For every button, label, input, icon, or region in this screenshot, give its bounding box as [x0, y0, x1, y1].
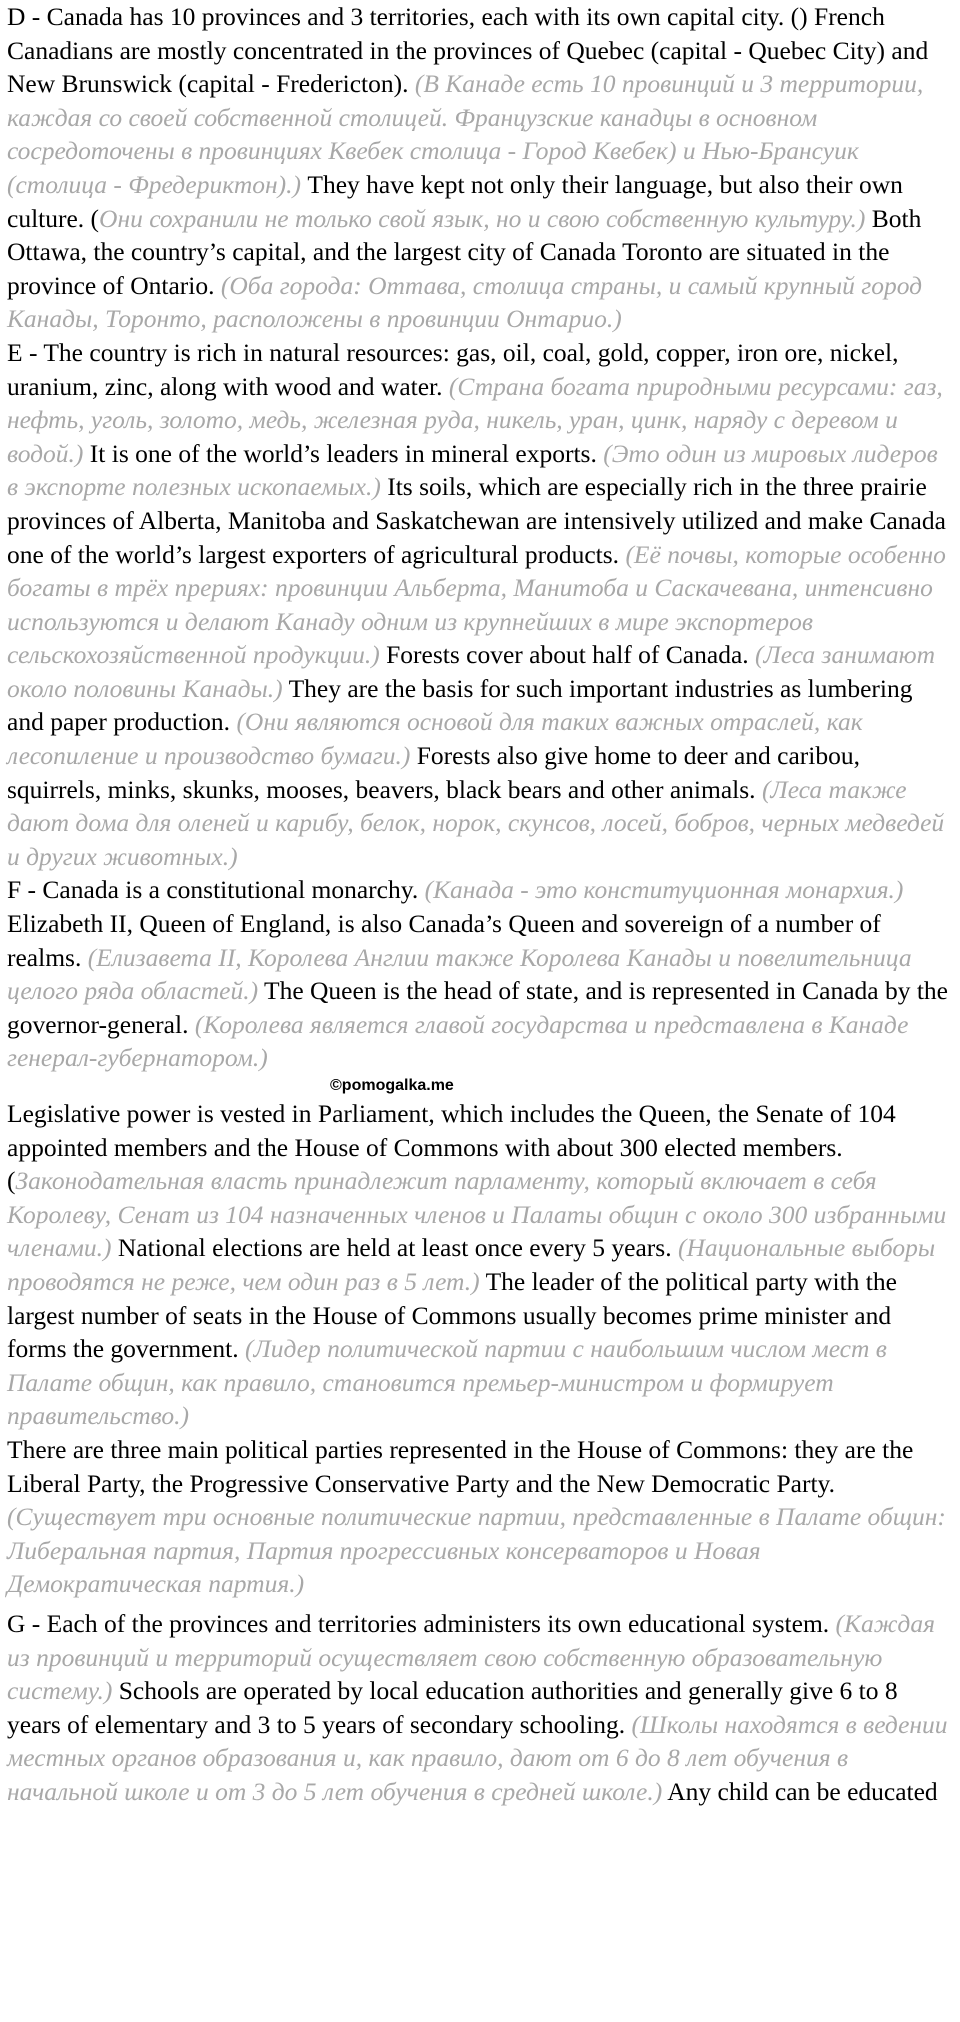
english-text: Its soils, which are especially rich in the three prairie provinces of Alberta, Manitoba and Saskatchewan are intensively utilized and make Canada one of the world’s largest exporters of agricultural products. — [7, 472, 946, 569]
russian-translation: (Леса также дают дома для оленей и карибу, белок, норок, скунсов, лосей, бобров, черных медведей и других животных.) — [7, 774, 945, 871]
russian-translation: (Страна богата природными ресурсами: газ, нефть, уголь, золото, медь, железная руда, никель, уран, цинк, наряду с деревом и водой.) — [7, 371, 943, 468]
english-text: G - Each of the provinces and territories administers its own educational system. — [7, 1608, 836, 1638]
russian-translation: (Это один из мировых лидеров в экспорте полезных ископаемых.) — [7, 438, 938, 502]
english-text: There are three main political parties represented in the House of Commons: they are the Liberal Party, the Progressive Conservative Party and the New Democratic Party. — [7, 1434, 914, 1498]
russian-translation: Законодательная власть принадлежит парламенту, который включает в себя Королеву, Сенат из 104 назначенных членов и Палаты общин с около 300 избранными членами.) — [7, 1166, 947, 1263]
russian-translation: (Лидер политической партии с наибольшим числом мест в Палате общин, как правило, становится премьер-министром и формирует правительство.) — [7, 1334, 887, 1431]
russian-translation: (Оба города: Оттава, столица страны, и самый крупный город Канады, Торонто, расположены в провинции Онтарио.) — [7, 270, 923, 334]
english-text: Schools are operated by local education authorities and generally give 6 to 8 years of elementary and 3 to 5 years of secondary schooling. — [7, 1676, 898, 1739]
paragraph-g-education — [7, 1607, 954, 1809]
english-text: D - Canada has 10 provinces and 3 territories, each with its own capital city. () French Canadians are mostly concentrated in the provinces of Quebec (capital - Quebec City) and New Brunswick (capital - Fredericton). — [7, 2, 929, 99]
english-text: E - The country is rich in natural resources: gas, oil, coal, gold, copper, iron ore, nickel, uranium, zinc, along with wood and water. — [7, 337, 899, 401]
russian-translation: (Каждая из провинций и территорий осуществляет свою собственную образовательную систему.) — [7, 1608, 935, 1706]
russian-translation: (Её почвы, которые особенно богаты в трёх прериях: провинции Альберта, Манитоба и Саскачевана, интенсивно используются и делают Канаду одним из крупнейших в мире экспортеров сельскохозяйственной продукции.) — [7, 539, 946, 670]
russian-translation: (Елизавета II, Королева Англии также Королева Канады и повелительница целого ряда областей.) — [7, 942, 912, 1006]
english-text: It is one of the world’s leaders in mineral exports. — [83, 438, 604, 468]
russian-translation: (В Канаде есть 10 провинций и 3 территории, каждая со своей собственной столицей. Французские канадцы в основном сосредоточены в провинциях Квебек столица - Город Квебек) и Нью-Брансуик (столица - Фредериктон).) — [7, 69, 924, 199]
watermark-label: ©pomogalka.me — [330, 1077, 454, 1094]
english-text: Any child can be educated — [662, 1776, 938, 1806]
paragraph-d-provinces — [7, 0, 954, 336]
english-text: National elections are held at least once every 5 years. — [111, 1233, 678, 1263]
russian-translation: (Канада - это конституционная монархия.) — [424, 875, 904, 905]
russian-translation: (Национальные выборы проводятся не реже, чем один раз в 5 лет.) — [7, 1233, 936, 1296]
paragraph-f-monarchy — [7, 873, 954, 1075]
english-text: F - Canada is a constitutional monarchy. — [7, 875, 425, 905]
english-text: Forests also give home to deer and caribou, squirrels, minks, skunks, mooses, beavers, black bears and other animals. — [7, 741, 860, 804]
russian-translation: (Леса занимают около половины Канады.) — [7, 640, 936, 703]
english-text: Forests cover about half of Canada. — [379, 640, 756, 670]
english-text: Both Ottawa, the country’s capital, and the largest city of Canada Toronto are situated in the province of Ontario. — [7, 203, 922, 300]
russian-translation: (Королева является главой государства и представлена в Канаде генерал-губернатором.) — [7, 1009, 909, 1073]
russian-translation: (Существует три основные политические партии, представленные в Палате общин: Либеральная партия, Партия прогрессивных консерваторов и Новая Демократическая партия.) — [7, 1502, 946, 1599]
document-body — [7, 0, 954, 1808]
russian-translation: Они сохранили не только свой язык, но и свою собственную культуру.) — [99, 203, 866, 233]
paragraph-e-resources — [7, 336, 954, 874]
english-text: The leader of the political party with the largest number of seats in the House of Commons usually becomes prime minister and forms the government. — [7, 1266, 897, 1364]
english-text: They have kept not only their language, but also their own culture. ( — [7, 169, 903, 233]
russian-translation: (Они являются основой для таких важных отраслей, как лесопиление и производство бумаги.) — [7, 707, 863, 771]
russian-translation: (Школы находятся в ведении местных органов образования и, как правило, дают от 6 до 8 лет обучения в начальной школе и от 3 до 5 лет обучения в средней школе.) — [7, 1709, 948, 1806]
paragraph-political-parties — [7, 1433, 954, 1601]
english-text: They are the basis for such important industries as lumbering and paper production. — [7, 673, 913, 737]
paragraph-parliament — [7, 1097, 954, 1433]
english-text: The Queen is the head of state, and is represented in Canada by the governor-general. — [7, 976, 948, 1039]
english-text: Elizabeth II, Queen of England, is also Canada’s Queen and sovereign of a number of realms. — [7, 909, 881, 972]
english-text: Legislative power is vested in Parliament, which includes the Queen, the Senate of 104 appointed members and the House of Commons with about 300 elected members. ( — [7, 1099, 896, 1196]
